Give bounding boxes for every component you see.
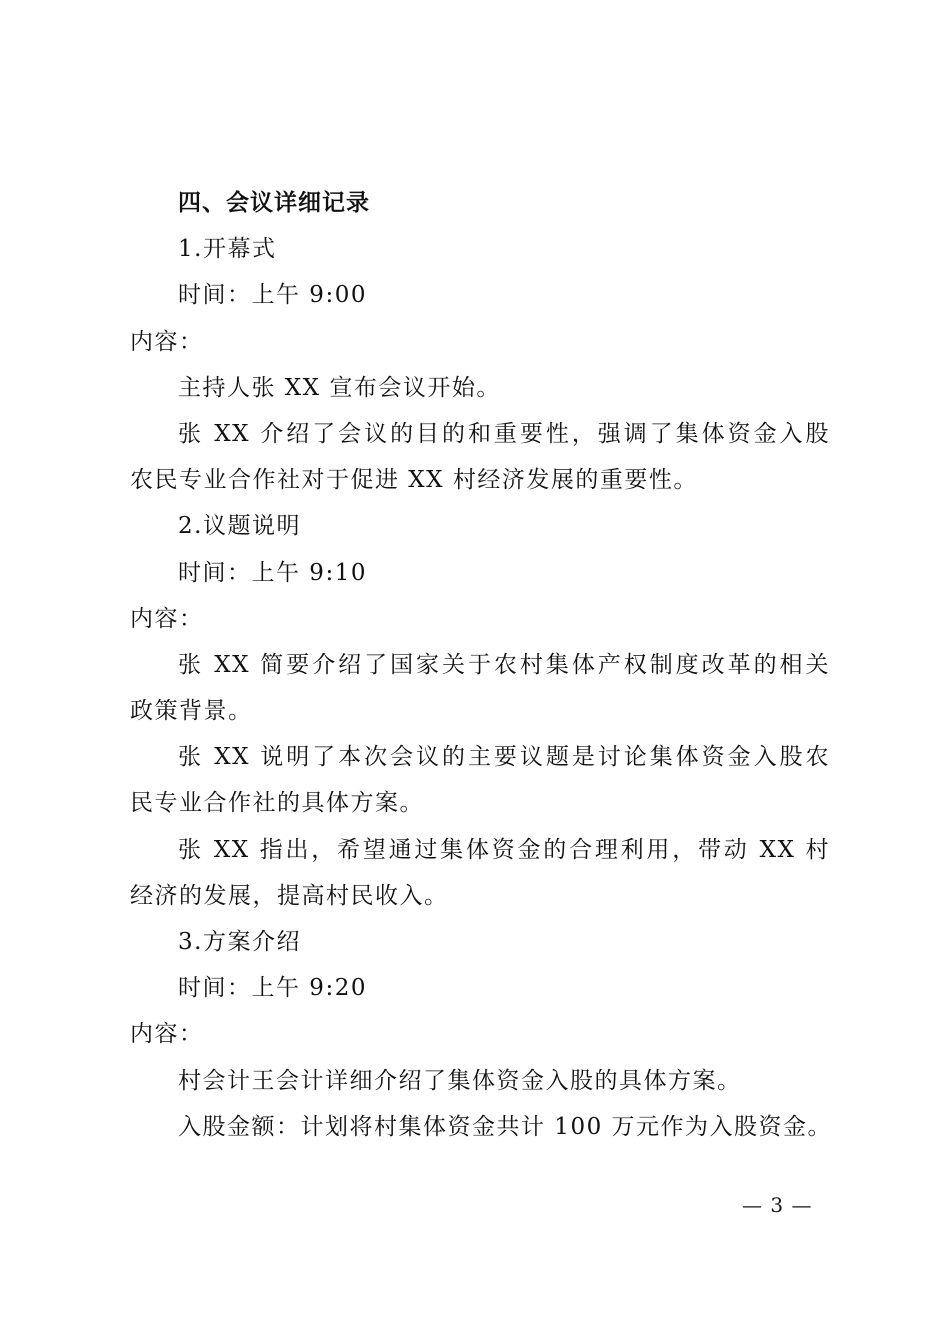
content-label: 内容：: [130, 1021, 204, 1048]
paragraph-line: 政策背景。: [130, 698, 253, 725]
item-time: 时间：上午 9:20: [178, 975, 367, 1002]
document-body: [130, 180, 833, 1150]
section-heading: 四、会议详细记录: [178, 190, 370, 216]
paragraph-line: 主持人张 XX 宣布会议开始。: [178, 374, 501, 401]
content-label: 内容：: [130, 328, 204, 355]
paragraph-line: 张 XX 指出，希望通过集体资金的合理利用，带动 XX 村: [178, 836, 830, 863]
item-time: 时间：上午 9:00: [178, 282, 367, 309]
paragraph-line: 经济的发展，提高村民收入。: [130, 882, 449, 909]
paragraph-line: 农民专业合作社对于促进 XX 村经济发展的重要性。: [130, 467, 698, 494]
paragraph-line: 民专业合作社的具体方案。: [130, 790, 424, 817]
paragraph-line: 张 XX 介绍了会议的目的和重要性，强调了集体资金入股: [178, 420, 830, 447]
item-time: 时间：上午 9:10: [178, 559, 367, 586]
paragraph-line: 入股金额：计划将村集体资金共计 100 万元作为入股资金。: [178, 1113, 833, 1140]
paragraph-line: 村会计王会计详细介绍了集体资金入股的具体方案。: [178, 1067, 742, 1094]
paragraph-line: 张 XX 简要介绍了国家关于农村集体产权制度改革的相关: [178, 651, 830, 678]
item-title: 3.方案介绍: [178, 929, 301, 956]
item-title: 2.议题说明: [178, 513, 301, 540]
content-label: 内容：: [130, 605, 204, 632]
paragraph-line: 张 XX 说明了本次会议的主要议题是讨论集体资金入股农: [178, 744, 830, 771]
item-title: 1.开幕式: [178, 236, 277, 263]
page-number: — 3 —: [742, 1193, 813, 1217]
